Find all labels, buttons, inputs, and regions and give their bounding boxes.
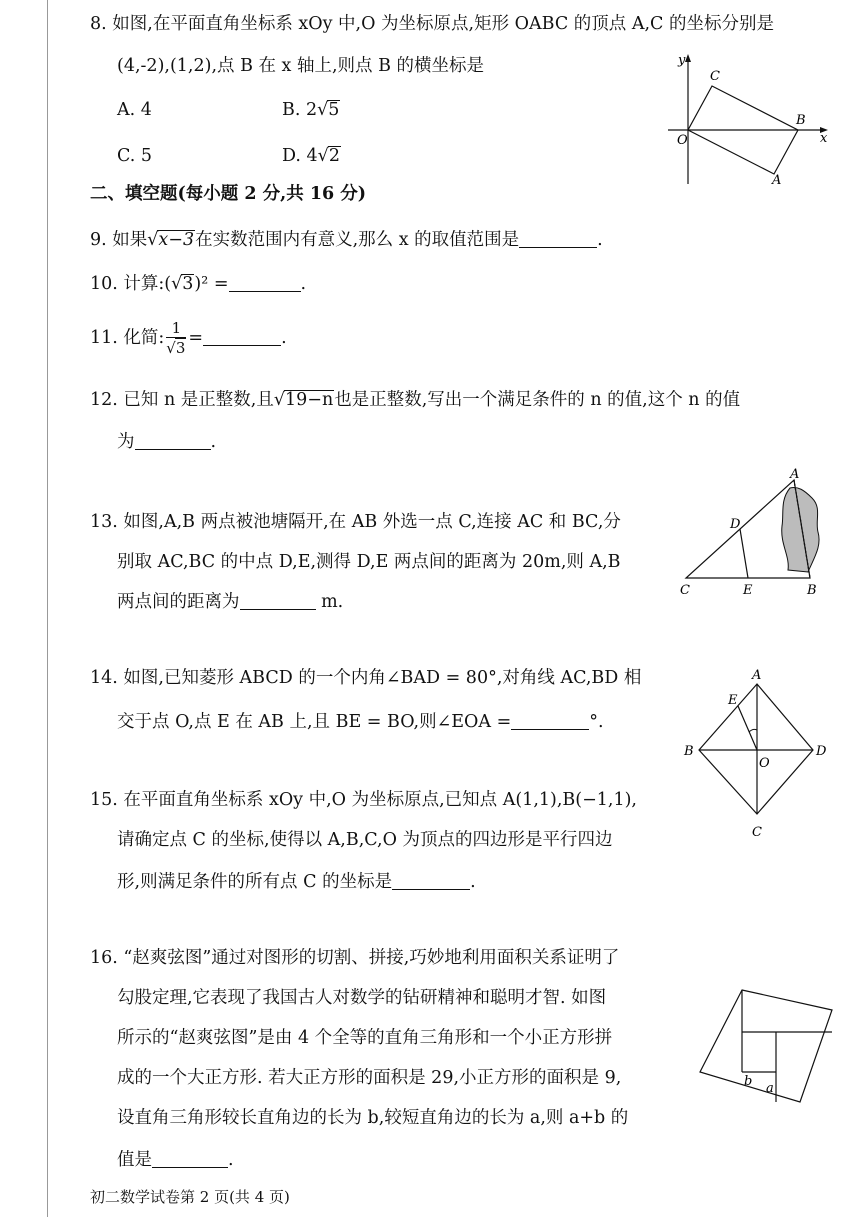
q14-answer-blank[interactable]	[511, 711, 589, 730]
q8-option-d-prefix: D. 4	[282, 146, 318, 166]
q8-line1: 8. 如图,在平面直角坐标系 xOy 中,O 为坐标原点,矩形 OABC 的顶点 A,C 的坐标分别是	[90, 14, 774, 34]
q9-answer-blank[interactable]	[519, 229, 597, 248]
q13-fig-label-b: B	[807, 583, 817, 598]
q16-zhao-shuang-figure	[690, 984, 840, 1120]
q9-text: 在实数范围内有意义,那么 x 的取值范围是	[195, 230, 520, 250]
q16-line1: 16. “赵爽弦图”通过对图形的切割、拼接,巧妙地利用面积关系证明了	[90, 948, 620, 968]
q11-line	[90, 316, 287, 360]
q15-line2: 请确定点 C 的坐标,使得以 A,B,C,O 为顶点的四边形是平行四边	[117, 830, 613, 850]
q16-line4: 成的一个大正方形. 若大正方形的面积是 29,小正方形的面积是 9,	[117, 1068, 622, 1088]
q13-fig-label-d: D	[730, 517, 741, 532]
q16-answer-blank[interactable]	[152, 1149, 228, 1168]
q15-answer-blank[interactable]	[392, 871, 470, 890]
q13-fig-label-e: E	[743, 583, 753, 598]
q13-fig-label-c: C	[680, 583, 690, 598]
q16-line2: 勾股定理,它表现了我国古人对数学的钻研精神和聪明才智. 如图	[117, 988, 607, 1008]
q10-answer-blank[interactable]	[229, 273, 301, 292]
q11-prefix: 11. 化简:	[90, 328, 165, 348]
q14-fig-label-b: B	[684, 744, 694, 759]
q11-fraction	[166, 320, 186, 357]
q13-end: m.	[315, 592, 344, 612]
q8-line2: (4,-2),(1,2),点 B 在 x 轴上,则点 B 的横坐标是	[117, 56, 485, 76]
q13-figure	[672, 466, 832, 602]
q11-equals: =	[188, 328, 204, 348]
q9-radicand: x−3	[158, 230, 195, 250]
q16-line6-text: 值是	[117, 1150, 152, 1170]
q14-fig-label-e: E	[728, 693, 738, 708]
q8-option-b-radicand: 5	[328, 100, 340, 120]
q11-denominator-radicand: 3	[175, 339, 186, 357]
q14-fig-label-o: O	[759, 756, 770, 771]
q14-fig-label-a: A	[752, 668, 762, 683]
q8-fig-label-b: B	[796, 113, 806, 128]
q8-fig-label-c: C	[710, 69, 720, 84]
q13-line2: 别取 AC,BC 的中点 D,E,测得 D,E 两点间的距离为 20m,则 A,B	[117, 552, 621, 572]
q12-line2	[117, 430, 216, 454]
q9-end: .	[597, 230, 603, 250]
q15-line1: 15. 在平面直角坐标系 xOy 中,O 为坐标原点,已知点 A(1,1),B(−1,1),	[90, 790, 637, 810]
q14-line1: 14. 如图,已知菱形 ABCD 的一个内角∠BAD = 80°,对角线 AC,BD 相	[90, 668, 642, 688]
q14-fig-label-c: C	[752, 825, 762, 840]
q12-line1: 12. 已知 n 是正整数,且√19−n也是正整数,写出一个满足条件的 n 的值,这个 n 的值	[90, 390, 741, 410]
q12-radicand: 19−n	[285, 390, 334, 410]
q10-end: .	[300, 274, 307, 294]
q9-prefix: 9. 如果	[90, 230, 148, 250]
q11-end: .	[281, 328, 287, 348]
q16-line5: 设直角三角形较长直角边的长为 b,较短直角边的长为 a,则 a+b 的	[117, 1108, 629, 1128]
q16-fig-label-b: b	[744, 1074, 753, 1089]
q8-figure	[662, 50, 832, 190]
q11-answer-blank[interactable]	[203, 327, 281, 346]
q13-line3	[117, 590, 343, 614]
q14-end: °.	[589, 712, 604, 732]
q8-option-d-radicand: 2	[328, 146, 340, 166]
q15-line3	[117, 870, 476, 894]
q16-line6	[117, 1148, 234, 1172]
q13-line1: 13. 如图,A,B 两点被池塘隔开,在 AB 外选一点 C,连接 AC 和 BC,分	[90, 512, 621, 532]
q8-fig-label-y: y	[678, 53, 686, 68]
page-footer: 初二数学试卷第 2 页(共 4 页)	[90, 1188, 290, 1206]
q8-option-c: C. 5	[117, 146, 153, 166]
q12-prefix: 12. 已知 n 是正整数,且	[90, 390, 274, 410]
q8-fig-label-a: A	[772, 173, 782, 188]
q13-line3-text: 两点间的距离为	[117, 592, 240, 612]
q16-fig-label-a: a	[766, 1081, 774, 1096]
q8-fig-label-o: O	[677, 133, 688, 148]
q10-prefix: 10. 计算:(	[90, 274, 172, 294]
q15-end: .	[470, 872, 476, 892]
q13-answer-blank[interactable]	[240, 591, 316, 610]
q10-text: )² =	[194, 274, 229, 294]
section-2-heading: 二、填空题(每小题 2 分,共 16 分)	[90, 184, 367, 204]
binding-margin-line	[47, 0, 48, 1217]
q14-line2-text: 交于点 O,点 E 在 AB 上,且 BE = BO,则∠EOA =	[117, 712, 512, 732]
q12-end: .	[210, 432, 217, 452]
q11-denominator: √3	[166, 339, 186, 357]
q15-line3-text: 形,则满足条件的所有点 C 的坐标是	[117, 872, 393, 892]
q14-figure	[680, 664, 830, 844]
q14-fig-label-d: D	[816, 744, 827, 759]
q8-option-a: A. 4	[117, 100, 152, 120]
q12-line2-text: 为	[117, 432, 135, 452]
q16-end: .	[228, 1150, 234, 1170]
q14-line2	[117, 710, 604, 734]
q8-fig-label-x: x	[820, 131, 828, 146]
q9-line: 9. 如果√x−3在实数范围内有意义,那么 x 的取值范围是 .	[90, 230, 603, 250]
q16-line3: 所示的“赵爽弦图”是由 4 个全等的直角三角形和一个小正方形拼	[117, 1028, 613, 1048]
q8-option-d: D. 4√2	[282, 146, 340, 166]
q13-fig-label-a: A	[790, 467, 800, 482]
q10-line: 10. 计算:(√3)² = .	[90, 274, 307, 294]
q12-text: 也是正整数,写出一个满足条件的 n 的值,这个 n 的值	[334, 390, 741, 410]
q8-option-b: B. 2√5	[282, 100, 340, 120]
q10-radicand: 3	[182, 274, 194, 294]
q11-numerator: 1	[166, 320, 186, 338]
q8-option-b-prefix: B. 2	[282, 100, 318, 120]
q12-answer-blank[interactable]	[135, 431, 211, 450]
